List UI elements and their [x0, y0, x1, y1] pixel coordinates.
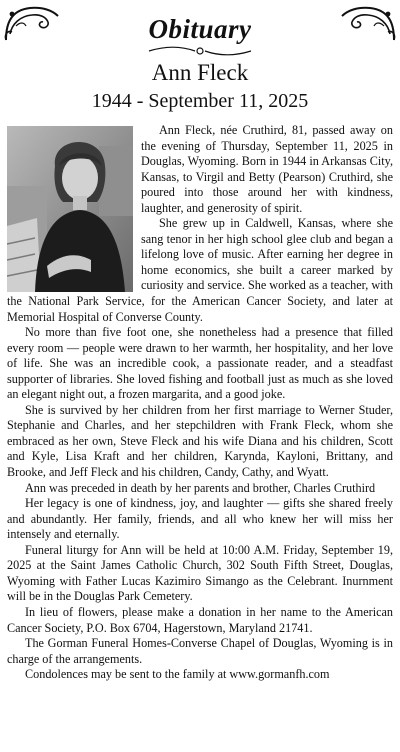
- paragraph-legacy: Her legacy is one of kindness, joy, and laughter — gifts she shared freely and abundantly. Her family, friends, and all who knew her will miss her intensely and eternally.: [7, 496, 393, 542]
- life-dates: 1944 - September 11, 2025: [91, 90, 309, 112]
- deceased-name: Ann Fleck: [151, 60, 249, 85]
- obituary-heading: Obituary: [148, 14, 252, 44]
- portrait-photo: [7, 126, 133, 292]
- paragraph-character: No more than five foot one, she nonetheless had a presence that filled every room — people were drawn to her warmth, her hospitality, and her love of life. She was an incredible cook, a passionate reader, and a steadfast supporter of libraries. She loved fishing and football just as much as she loved an elegant night out, a frozen margarita, and a good joke.: [7, 325, 393, 402]
- paragraph-funeral: Funeral liturgy for Ann will be held at 10:00 A.M. Friday, September 19, 2025 at the Saint James Catholic Church, 302 South Fifth Street, Douglas, Wyoming with Father Lucas Kazimiro Simango as the Celebrant. Inurnment will be in the Douglas Park Cemetery.: [7, 542, 393, 604]
- paragraph-survivors: She is survived by her children from her first marriage to Werner Studer, Stephanie and Charles, and her stepchildren with Frank Fleck, whom she embraced as her own, Steve Fleck and his wife Diana and his children, Scott and Kyle, Lisa Kraft and her children, Karynda, Kayloni, Brittany, and Brooke, and Jeff Fleck and his children, Candy, Cathy, and Wyatt.: [7, 402, 393, 480]
- paragraph-preceded: Ann was preceded in death by her parents and brother, Charles Cruthird: [25, 480, 376, 495]
- heading-flourish-icon: [145, 45, 255, 57]
- paragraph-early-life: She grew up in Caldwell, Kansas, where she sang tenor in her high school glee club and began a lifelong love of music. After earning her degree in home economics, she built a career marked by curiosity and service. She worked as a teacher, with the National Park Service, for the American Cancer Society, and later at Memorial Hospital of Converse County.: [7, 216, 393, 324]
- paragraph-condolences: Condolences may be sent to the family at www.gormanfh.com: [25, 667, 330, 682]
- paragraph-donations: In lieu of flowers, please make a donation in her name to the American Cancer Society, P.O. Box 6704, Hagerstown, Maryland 21741.: [7, 604, 393, 635]
- paragraph-arrangements: The Gorman Funeral Homes-Converse Chapel of Douglas, Wyoming is in charge of the arrangements.: [7, 636, 393, 666]
- paragraph-intro: Ann Fleck, née Cruthird, 81, passed away on the evening of Thursday, September 11, 2025 in Douglas, Wyoming. Born in 1944 in Arkansas City, Kansas, to Virgil and Betty (Pearson) Cruthird, she poured into those around her with kindness, laughter, and generosity of spirit.: [141, 123, 393, 215]
- obituary-body: [7, 123, 393, 683]
